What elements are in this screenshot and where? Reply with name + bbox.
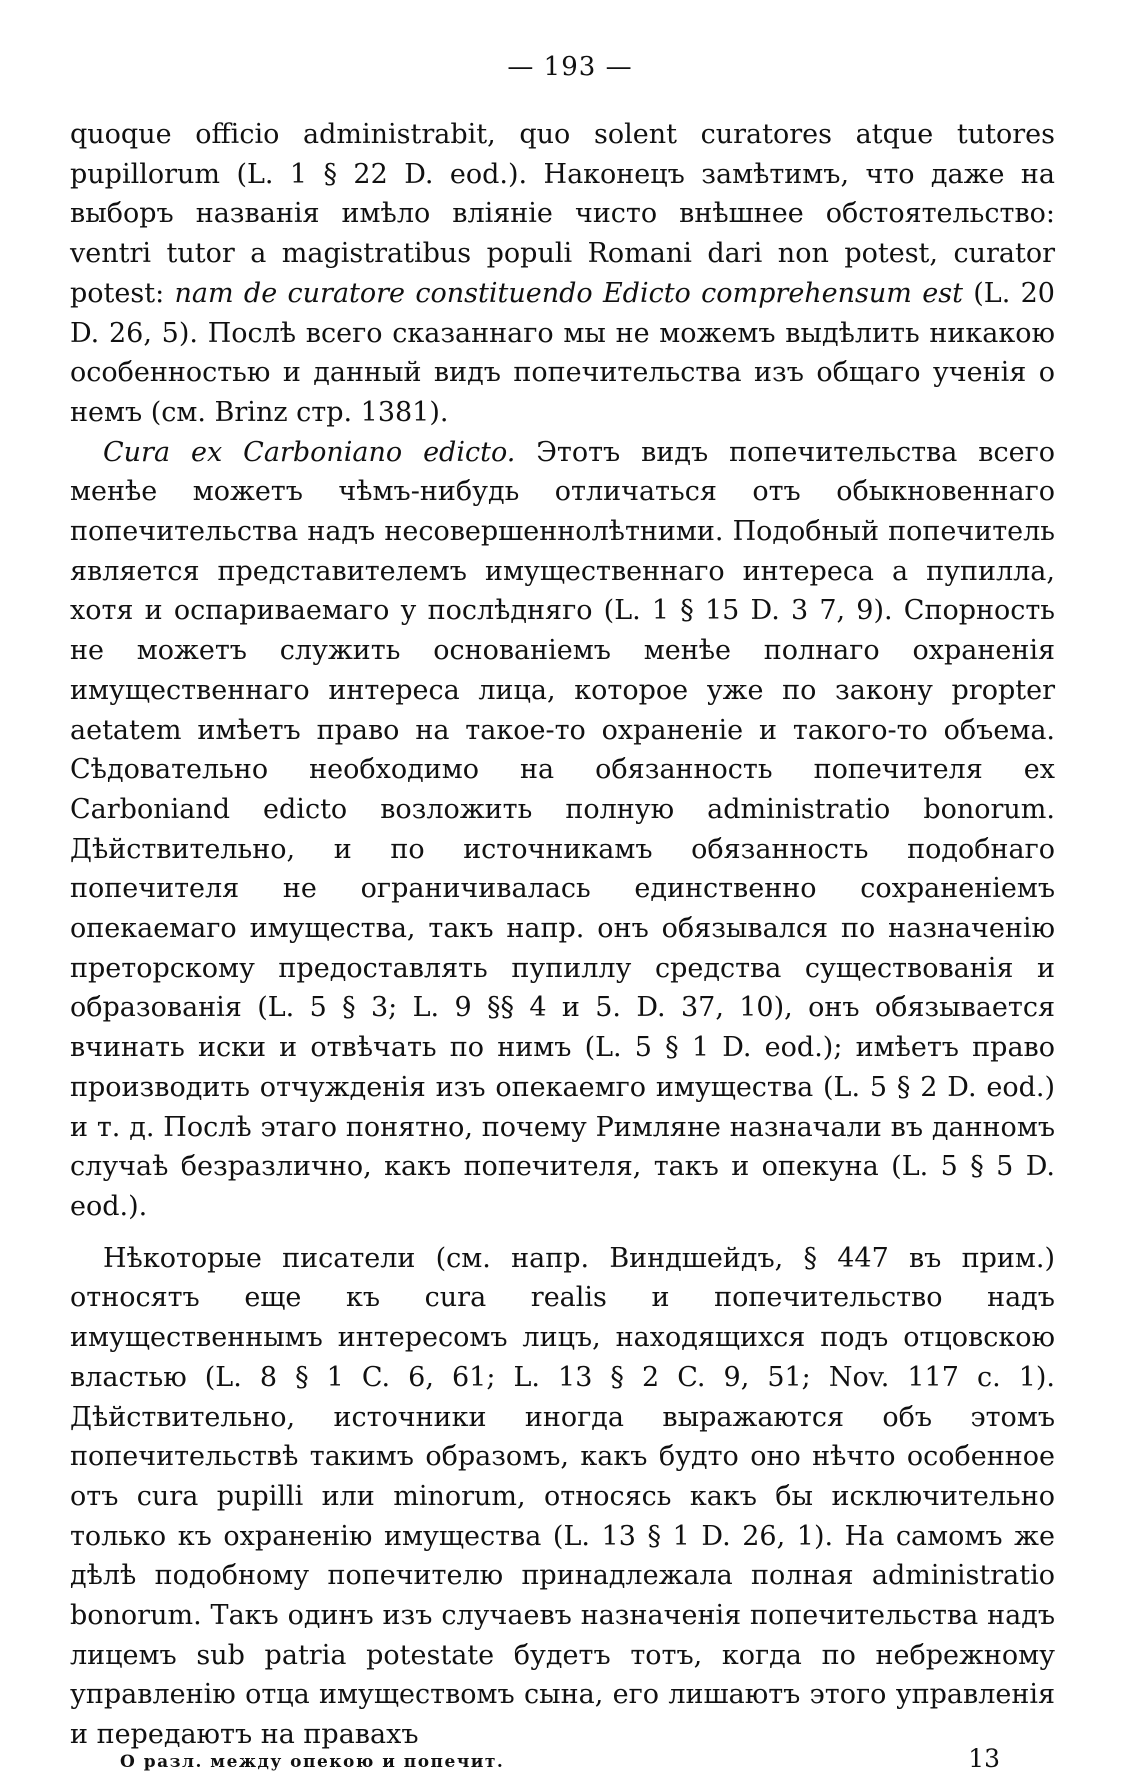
paragraph-1-italic-quote: nam de curatore constituendo Edicto comprehensum est bbox=[174, 277, 963, 309]
sheet-number: 13 bbox=[968, 1744, 1000, 1773]
page-number: — 193 — bbox=[507, 52, 633, 82]
paragraph-1 bbox=[70, 115, 1055, 433]
paragraph-2-heading: Cura ex Carboniano edicto. bbox=[103, 436, 516, 468]
paragraph-1-text-start: quoque officio administrabit, quo solent curatores atque tutores pupillorum (L. 1 § 22 D. eod.). Наконецъ замѣтимъ, что даже на выборъ названія имѣло вліяніе чисто внѣшнее обстоятельство: ventri tutor a magistratibus populi Romani dari non potest, curator potest: bbox=[70, 119, 1055, 309]
footer-signature: О разл. между опекою и попечит. bbox=[120, 1752, 505, 1772]
paragraph-2 bbox=[70, 433, 1055, 1227]
paragraph-2-text: Этотъ видъ попечительства всего менѣе можетъ чѣмъ-нибудь отличаться отъ обыкновеннаго попечительства надъ несовершеннолѣтними. Подобный попечитель является представителемъ имущественнаго интереса а пупилла, хотя и оспариваемаго у послѣдняго (L. 1 § 15 D. 3 7, 9). Спорность не можетъ служить основаніемъ менѣе полнаго охраненія имущественнаго интереса лица, которое уже по закону propter aetatem имѣетъ право на такое-то охраненіе и такого-то объема. Сѣдовательно необходимо на обязанность попечителя ex Carboniand edicto возложить полную administratio bonorum. Дѣйствительно, и по источникамъ обязанность подобнаго попечителя не ограничивалась единственно сохраненіемъ опекаемаго имущества, такъ напр. онъ обязывался по назначенію преторскому предоставлять пупиллу средства существованія и образованія (L. 5 § 3; L. 9 §§ 4 и 5. D. 37, 10), онъ обязывается вчинать иски и отвѣчать по нимъ (L. 5 § 1 D. eod.); имѣетъ право производить отчужденія изъ опекаемго имущества (L. 5 § 2 D. eod.) и т. д. Послѣ этаго понятно, почему Римляне назначали въ данномъ случаѣ безразлично, какъ попечителя, такъ и опекуна (L. 5 § 5 D. eod.). bbox=[70, 436, 1055, 1222]
paragraph-1-text-end: (L. 20 D. 26, 5). Послѣ всего сказаннаго мы не можемъ выдѣлить никакою особенностью и данный видъ попечительства изъ общаго ученія о немъ (см. Brinz стр. 1381). bbox=[70, 277, 1055, 428]
paragraph-3 bbox=[70, 1239, 1055, 1755]
body-text bbox=[70, 115, 1055, 1755]
paragraph-3-text: Нѣкоторые писатели (см. напр. Виндшейдъ, § 447 въ прим.) относятъ еще къ cura realis и попечительство надъ имущественнымъ интересомъ лицъ, находящихся подъ отцовскою властью (L. 8 § 1 C. 6, 61; L. 13 § 2 C. 9, 51; Nov. 117 c. 1). Дѣйствительно, источники иногда выражаются объ этомъ попечительствѣ такимъ образомъ, какъ будто оно нѣчто особенное отъ cura pupilli или minorum, относясь какъ бы исключительно только къ охраненію имущества (L. 13 § 1 D. 26, 1). На самомъ же дѣлѣ подобному попечителю принадлежала полная administratio bonorum. Такъ одинъ изъ случаевъ назначенія попечительства надъ лицемъ sub patria potestate будетъ тотъ, когда по небрежному управленію отца имуществомъ сына, его лишаютъ этого управленія и передаютъ на правахъ bbox=[70, 1242, 1055, 1751]
